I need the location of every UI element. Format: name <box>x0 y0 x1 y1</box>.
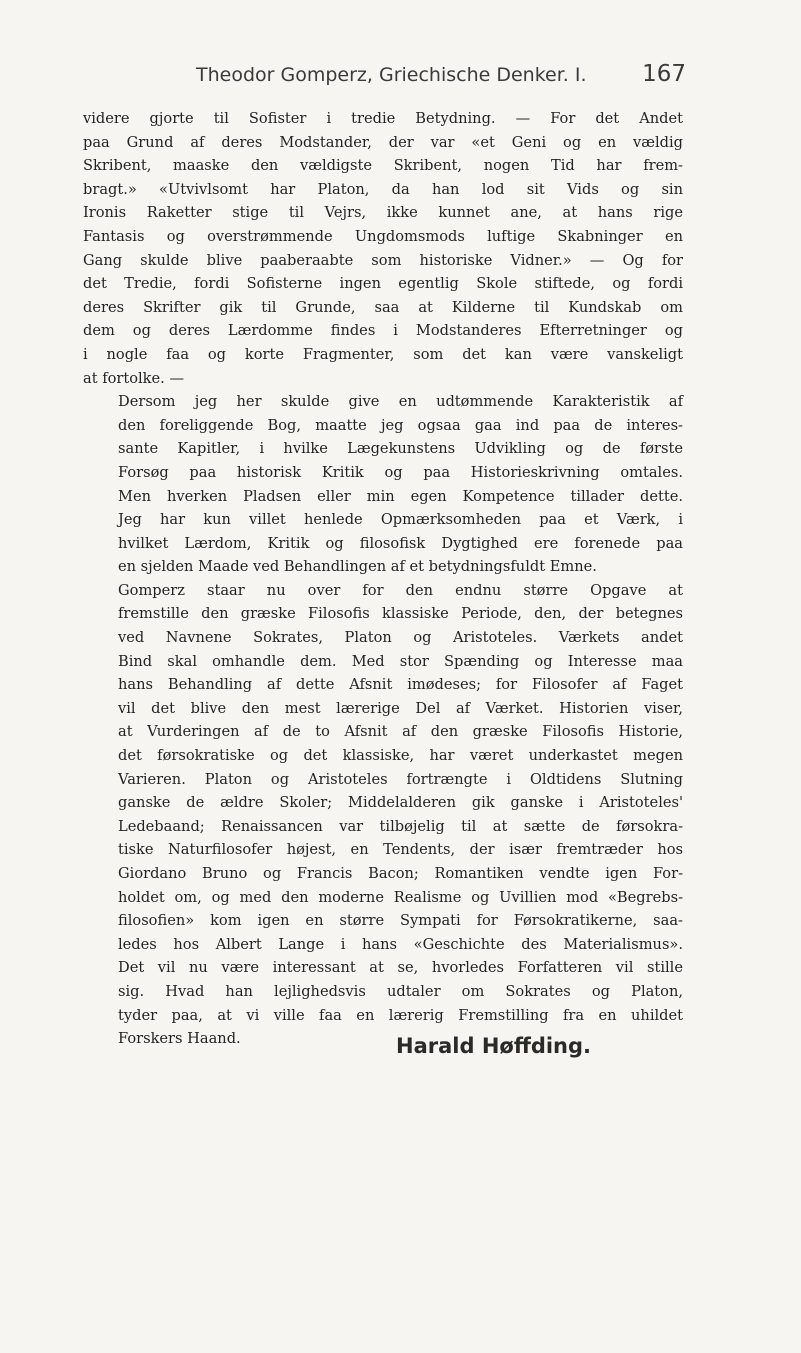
text-line: Ledebaand; Renaissancen var tilbøjelig til at sætte de førsokra- <box>118 817 683 835</box>
text-line: holdet om, og med den moderne Realisme og Uvillien mod «Begrebs- <box>118 888 683 906</box>
text-line: Bind skal omhandle dem. Med stor Spænding og Interesse maa <box>118 652 683 670</box>
text-line: Det vil nu være interessant at se, hvorledes Forfatteren vil stille <box>118 959 683 977</box>
text-line: dem og deres Lærdomme findes i Modstanderes Efterretninger og <box>83 322 683 340</box>
text-line: videre gjorte til Sofister i tredie Betydning. — For det Andet <box>83 110 683 127</box>
text-line: tyder paa, at vi ville faa en lærerig Fremstilling fra en uhildet <box>118 1006 683 1024</box>
text-line: Jeg har kun villet henlede Opmærksomheden paa et Værk, i <box>118 511 683 529</box>
running-head <box>196 61 686 87</box>
text-line: Forskers Haand. <box>118 1030 241 1048</box>
text-line: sante Kapitler, i hvilke Lægekunstens Udvikling og de første <box>118 440 683 458</box>
text-line: Gomperz staar nu over for den endnu større Opgave at <box>118 581 683 599</box>
text-line: at Vurderingen af de to Afsnit af den græske Filosofis Historie, <box>118 723 683 741</box>
text-line: i nogle faa og korte Fragmenter, som det kan være vanskeligt <box>83 345 683 363</box>
text-line: filosofien» kom igen en større Sympati for Førsokratikerne, saa- <box>118 912 683 930</box>
text-line: hvilket Lærdom, Kritik og filosofisk Dygtighed ere forenede paa <box>118 534 683 552</box>
text-line: Varieren. Platon og Aristoteles fortrængte i Oldtidens Slutning <box>118 770 683 788</box>
text-line: bragt.» «Utvivlsomt har Platon, da han lod sit Vids og sin <box>83 180 683 198</box>
text-line: Men hverken Pladsen eller min egen Kompetence tillader dette. <box>118 487 683 505</box>
text-line: tiske Naturfilosofer højest, en Tendents, der især fremtræder hos <box>118 841 683 859</box>
text-line: Gang skulde blive paaberaabte som historiske Vidner.» — Og for <box>83 251 683 269</box>
body-text <box>83 107 683 1051</box>
text-line: Skribent, maaske den vældigste Skribent, nogen Tid har frem- <box>83 157 683 175</box>
paragraph-3 <box>83 579 683 1051</box>
text-line: fremstille den græske Filosofis klassiske Periode, den, der betegnes <box>118 605 683 623</box>
text-line: deres Skrifter gik til Grunde, saa at Kilderne til Kundskab om <box>83 298 683 316</box>
text-line: ganske de ældre Skoler; Middelalderen gik ganske i Aristoteles' <box>118 794 683 812</box>
text-line: vil det blive den mest lærerige Del af Værket. Historien viser, <box>118 699 683 717</box>
text-line: paa Grund af deres Modstander, der var «et Geni og en vældig <box>83 133 683 151</box>
text-line: hans Behandling af dette Afsnit imødeses; for Filosofer af Faget <box>118 676 683 694</box>
author-signature: Harald Høffding. <box>396 1034 592 1058</box>
text-line: en sjelden Maade ved Behandlingen af et betydningsfuldt Emne. <box>118 558 597 576</box>
text-line: Forsøg paa historisk Kritik og paa Historieskrivning omtales. <box>118 463 683 481</box>
text-line: Ironis Raketter stige til Vejrs, ikke kunnet ane, at hans rige <box>83 204 683 222</box>
paragraph-2 <box>83 390 683 579</box>
text-line: ledes hos Albert Lange i hans «Geschichte des Materialismus». <box>118 935 683 953</box>
page-number: 167 <box>642 61 686 87</box>
text-line: Giordano Bruno og Francis Bacon; Romantiken vendte igen For- <box>118 865 683 882</box>
text-line: Dersom jeg her skulde give en udtømmende Karakteristik af <box>118 393 683 411</box>
text-line: Fantasis og overstrømmende Ungdomsmods luftige Skabninger en <box>83 227 683 245</box>
paragraph-1 <box>83 107 683 390</box>
text-line: sig. Hvad han lejlighedsvis udtaler om Sokrates og Platon, <box>118 982 683 1000</box>
text-line: det Tredie, fordi Sofisterne ingen egentlig Skole stiftede, og fordi <box>83 275 683 293</box>
text-line: det førsokratiske og det klassiske, har været underkastet megen <box>118 747 683 765</box>
text-line: ved Navnene Sokrates, Platon og Aristoteles. Værkets andet <box>118 629 683 647</box>
text-line: at fortolke. — <box>83 369 185 387</box>
text-line: den foreliggende Bog, maatte jeg ogsaa gaa ind paa de interes- <box>118 416 683 434</box>
running-title: Theodor Gomperz, Griechische Denker. I. <box>196 64 587 86</box>
